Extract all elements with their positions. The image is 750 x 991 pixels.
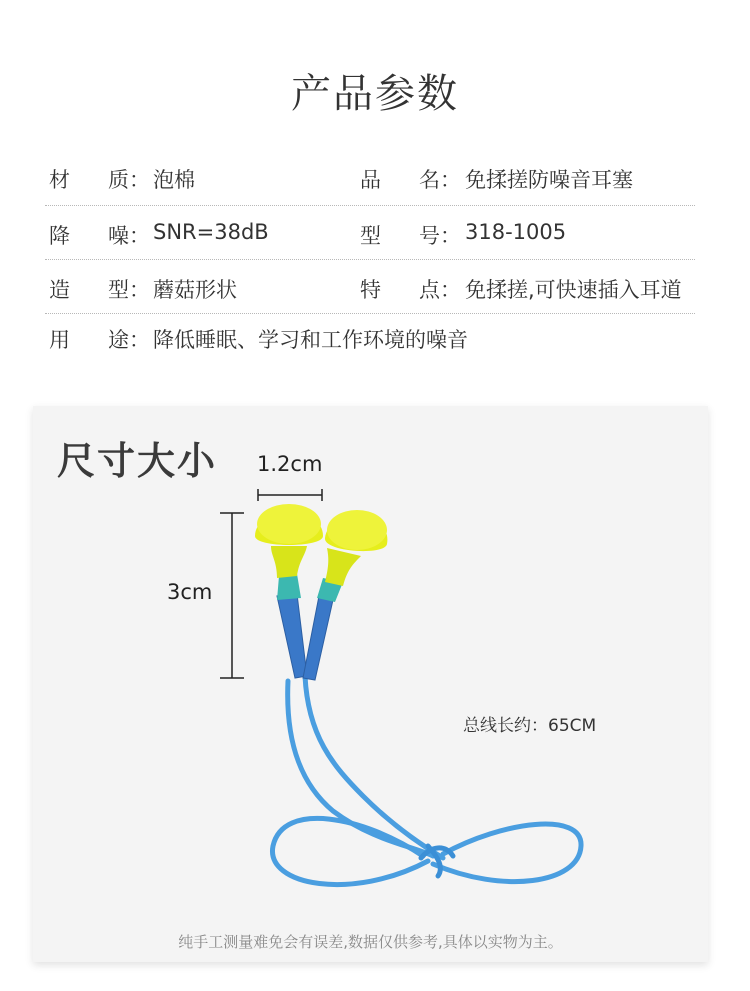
spec-key: 材 [49,168,70,192]
spec-key: 特 [360,278,381,302]
earplug-illustration [33,406,708,962]
cord-length-label: 总线长约：65CM [463,716,597,736]
spec-value-feature: 免揉搓,可快速插入耳道 [465,278,682,302]
spec-key: 降 [49,224,70,248]
spec-value-model: 318-1005 [465,220,567,244]
cord [272,676,581,885]
size-panel-title: 尺寸大小 [57,439,218,483]
spec-key: 质： [108,168,150,192]
spec-row-material [45,150,695,206]
size-panel [33,406,708,962]
height-dimension-line [220,513,244,678]
spec-row-noise [45,206,695,260]
spec-value-snr: SNR=38dB [153,220,269,244]
spec-key: 途： [108,328,150,352]
spec-value-name: 免揉搓防噪音耳塞 [465,168,633,192]
page-title: 产品参数 [291,71,459,117]
spec-value-shape: 蘑菇形状 [153,278,237,302]
spec-key: 型 [360,224,381,248]
height-label: 3cm [167,580,213,604]
spec-table [45,150,695,364]
spec-key: 点： [419,278,461,302]
width-label: 1.2cm [257,452,323,476]
spec-key: 型： [108,278,150,302]
spec-key: 名： [419,168,461,192]
spec-row-usage [45,314,695,364]
spec-key: 造 [49,278,70,302]
spec-key: 号： [419,224,461,248]
width-dimension-line [258,489,322,501]
measurement-note: 纯手工测量难免会有误差,数据仅供参考,具体以实物为主。 [178,933,563,951]
spec-value-material: 泡棉 [153,168,195,192]
spec-key: 用 [49,328,70,352]
spec-key: 品 [360,168,381,192]
spec-value-usage: 降低睡眠、学习和工作环境的噪音 [153,328,468,352]
spec-key: 噪： [108,224,150,248]
spec-row-shape [45,260,695,314]
